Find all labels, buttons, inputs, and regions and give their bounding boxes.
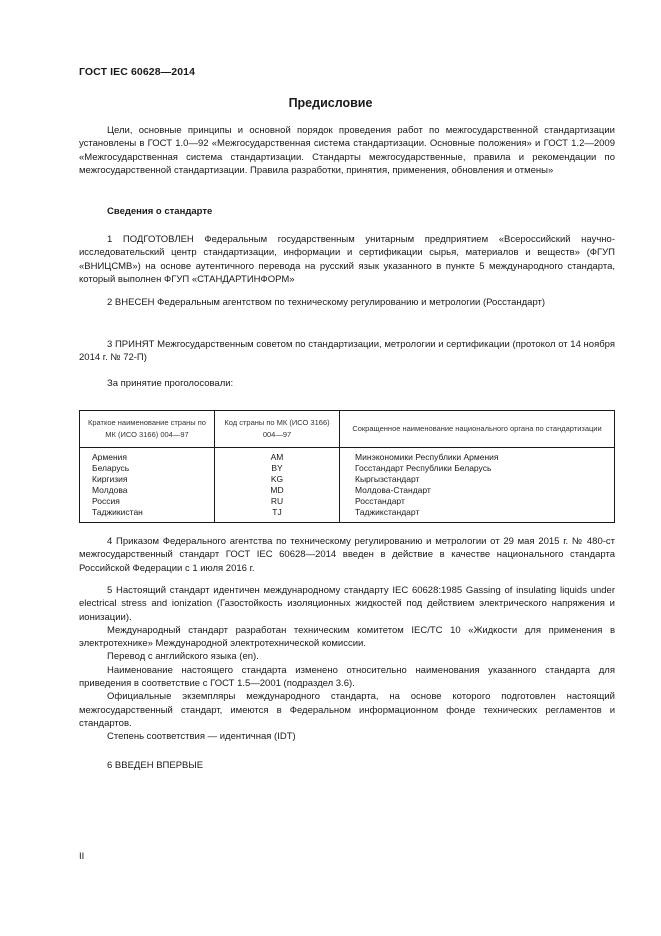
country-name: Армения bbox=[92, 452, 128, 462]
standards-body: Госстандарт Республики Беларусь bbox=[355, 463, 492, 473]
column-header-code: Код страны по МК (ИСО 3166) 004—97 bbox=[215, 411, 340, 448]
country-code: RU bbox=[270, 496, 284, 506]
table-header-row bbox=[80, 411, 615, 448]
country-code: KG bbox=[270, 474, 284, 484]
item-5-developer: Международный стандарт разработан техническим комитетом IEC/TC 10 «Жидкости для применения в электротехнике» Международной электротехнической комиссии. bbox=[79, 624, 615, 650]
intro-paragraph: Цели, основные принципы и основной порядок проведения работ по межгосударственной стандартизации установлены в ГОСТ 1.0—92 «Межгосударственная система стандартизации. Основные положения» и ГОСТ 1.2—2009 «Межгосударственная система стандартизации. Стандарты межгосударственные, правила и рекомендации по межгосударственной стандартизации. Правила разработки, принятия, применения, обновления и отмены» bbox=[79, 125, 615, 176]
item-1-block bbox=[79, 233, 615, 286]
standards-body: Кыргызстандарт bbox=[355, 474, 420, 484]
standard-info-heading-block bbox=[79, 205, 615, 218]
item-5-identical: 5 Настоящий стандарт идентичен международному стандарту IEC 60628:1985 Gassing of insulating liquids under electrical stress and ionization (Газостойкость изоляционных жидкостей под действием электрического напряжения и ионизации). bbox=[79, 585, 615, 623]
page-number: II bbox=[79, 851, 85, 862]
item-6-first-introduced: 6 ВВЕДЕН ВПЕРВЫЕ bbox=[107, 760, 204, 771]
column-header-country: Краткое наименование страны по МК (ИСО 3166) 004—97 bbox=[80, 411, 215, 448]
country-name: Молдова bbox=[92, 485, 128, 495]
country-name: Киргизия bbox=[92, 474, 128, 484]
voted-label: За принятие проголосовали: bbox=[107, 378, 234, 389]
item-5-translation: Перевод с английского языка (en). bbox=[107, 651, 259, 663]
column-header-body: Сокращенное наименование национального органа по стандартизации bbox=[340, 411, 615, 448]
table-body-row bbox=[80, 448, 615, 523]
countries-table bbox=[79, 410, 615, 523]
standards-body: Таджикстандарт bbox=[355, 507, 420, 517]
item-4-enacted: 4 Приказом Федерального агентства по техническому регулированию и метрологии от 29 мая 2015 г. № 480-ст межгосударственный стандарт ГОСТ IEC 60628—2014 введен в действие в качестве национального стандарта Российской Федерации с 1 июля 2016 г. bbox=[79, 536, 615, 574]
country-name: Россия bbox=[92, 496, 120, 506]
standards-body: Молдова-Стандарт bbox=[355, 485, 431, 495]
document-code: ГОСТ IEC 60628—2014 bbox=[79, 66, 196, 78]
intro-section bbox=[79, 124, 615, 177]
item-6-block bbox=[79, 759, 615, 772]
item-4-block bbox=[79, 535, 615, 575]
standards-body: Минэкономики Республики Армения bbox=[355, 452, 499, 462]
country-name-cell bbox=[80, 448, 215, 523]
voted-label-block bbox=[79, 377, 615, 390]
country-name: Таджикистан bbox=[92, 507, 143, 517]
item-5-name-change: Наименование настоящего стандарта изменено относительно наименования указанного стандарта для приведения в соответствие с ГОСТ 1.5—2001 (подраздел 3.6). bbox=[79, 664, 615, 690]
standards-body-cell bbox=[340, 448, 615, 523]
item-3-block bbox=[79, 338, 615, 365]
page-title: Предисловие bbox=[288, 96, 373, 110]
item-5-degree: Степень соответствия — идентичная (IDT) bbox=[107, 731, 296, 743]
item-5-block bbox=[79, 584, 615, 744]
item-2-introduced: 2 ВНЕСЕН Федеральным агентством по техническому регулированию и метрологии (Росстандарт) bbox=[107, 297, 546, 308]
standards-body: Росстандарт bbox=[355, 496, 405, 506]
section-heading-standard-info: Сведения о стандарте bbox=[107, 206, 213, 217]
country-code-cell bbox=[215, 448, 340, 523]
item-1-prepared: 1 ПОДГОТОВЛЕН Федеральным государственным унитарным предприятием «Всероссийский научно-исследовательский центр стандартизации, информации и сертификации сырья, материалов и веществ» (ФГУП «ВНИЦСМВ») на основе аутентичного перевода на русский язык указанного в пункте 5 международного стандарта, который выполнен ФГУП «СТАНДАРТИНФОРМ» bbox=[79, 234, 615, 285]
item-3-adopted: 3 ПРИНЯТ Межгосударственным советом по стандартизации, метрологии и сертификации (протокол от 14 ноября 2014 г. № 72-П) bbox=[79, 339, 615, 364]
country-code: BY bbox=[271, 463, 283, 473]
country-code: TJ bbox=[272, 507, 282, 517]
country-name: Беларусь bbox=[92, 463, 130, 473]
item-5-official-copies: Официальные экземпляры международного стандарта, на основе которого подготовлен настоящий межгосударственный стандарт, имеются в Федеральном информационном фонде технических регламентов и стандартов. bbox=[79, 691, 615, 729]
item-2-block bbox=[79, 296, 615, 309]
country-code: AM bbox=[270, 452, 284, 462]
country-code: MD bbox=[270, 485, 284, 495]
